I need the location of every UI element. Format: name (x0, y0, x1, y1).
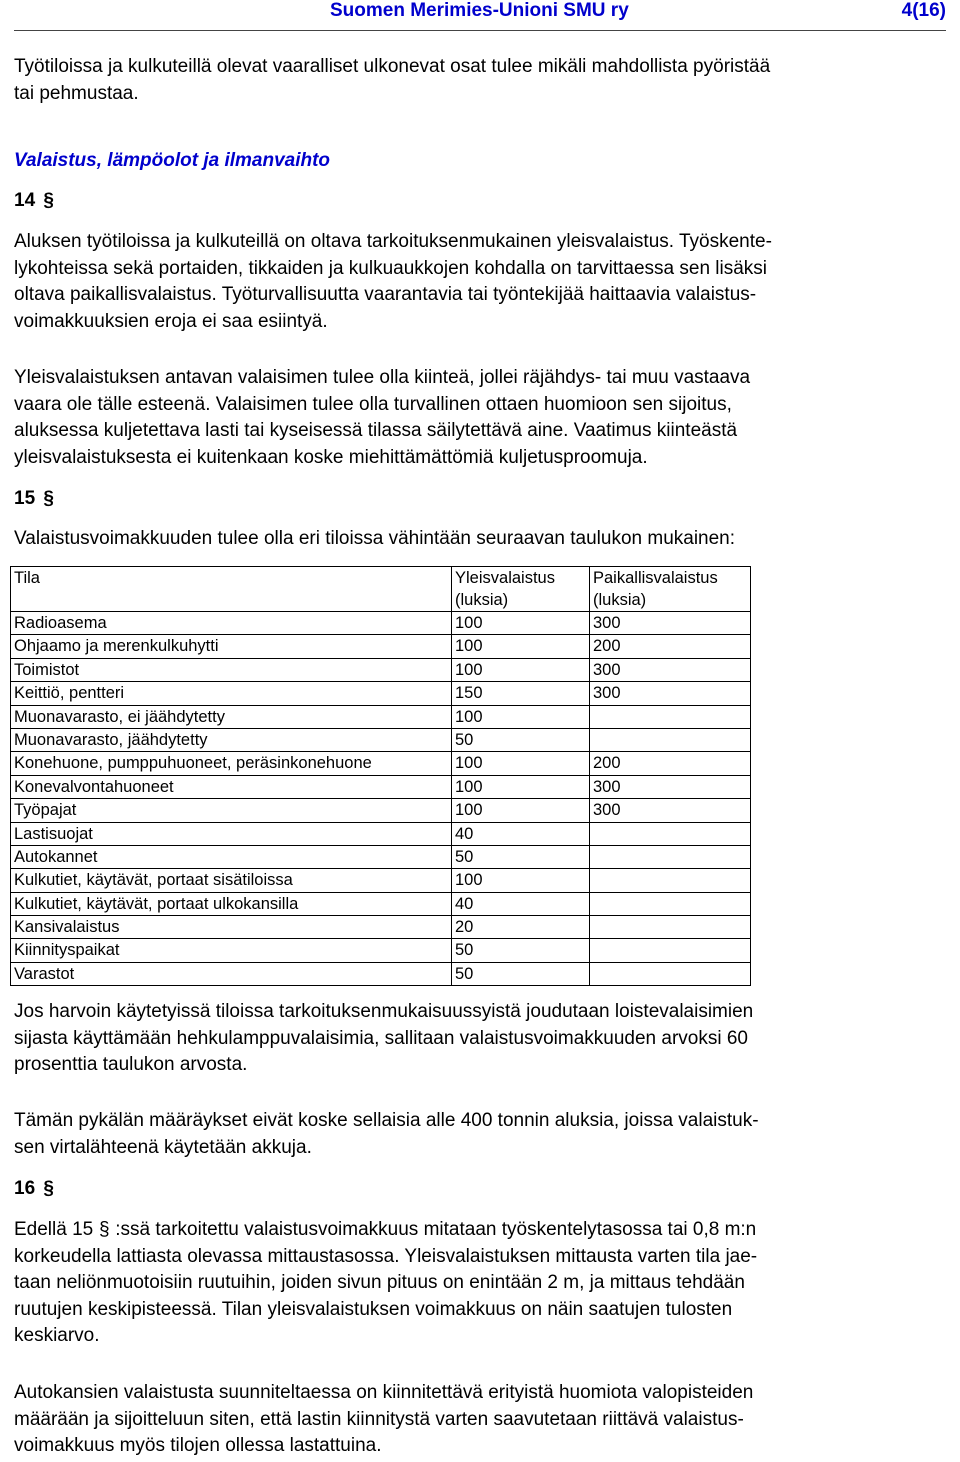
cell-space: Muonavarasto, ei jäähdytetty (11, 705, 452, 728)
table-row (11, 822, 751, 845)
text-line: Työtiloissa ja kulkuteillä olevat vaaralliset ulkonevat osat tulee mikäli mahdollista pyöristää (14, 56, 771, 77)
table-row (11, 892, 751, 915)
cell-space: Kulkutiet, käytävät, portaat sisätiloissa (11, 869, 452, 892)
paragraph-15-note-b (14, 1108, 939, 1161)
paragraph-14-text (14, 229, 939, 335)
cell-space: Työpajat (11, 799, 452, 822)
text-line: keskiarvo. (14, 1325, 100, 1347)
cell-local-lux (590, 822, 751, 845)
cell-local-lux (590, 892, 751, 915)
table-row (11, 962, 751, 985)
intro-paragraph (14, 54, 939, 107)
cell-general-lux: 40 (452, 892, 590, 915)
cell-space: Keittiö, pentteri (11, 682, 452, 705)
text-line: yleisvalaistuksesta ei kuitenkaan koske miehittämättömiä kuljetusproomuja. (14, 446, 648, 468)
text-line: Jos harvoin käytetyissä tiloissa tarkoituksenmukaisuussyistä joudutaan loistevalaisimien (14, 1001, 754, 1022)
cell-space: Lastisuojat (11, 822, 452, 845)
cell-space: Autokannet (11, 845, 452, 868)
text-line: tai pehmustaa. (14, 82, 139, 104)
cell-general-lux: 20 (452, 916, 590, 939)
cell-local-lux (590, 728, 751, 751)
paragraph-15-note-a (14, 999, 939, 1079)
cell-space: Toimistot (11, 658, 452, 681)
cell-local-lux (590, 939, 751, 962)
paragraph-number: 15 (14, 488, 36, 509)
section-symbol: § (43, 488, 54, 509)
section-symbol: § (98, 1219, 110, 1240)
table-body (11, 612, 751, 986)
paragraph-number: 16 (14, 1178, 36, 1199)
table-row (11, 705, 751, 728)
cell-local-lux: 300 (590, 775, 751, 798)
header-general-lighting: Yleisvalaistus (luksia) (452, 567, 590, 612)
cell-local-lux: 300 (590, 612, 751, 635)
cell-general-lux: 150 (452, 682, 590, 705)
cell-general-lux: 100 (452, 799, 590, 822)
header-divider (14, 30, 946, 31)
table-row (11, 869, 751, 892)
cell-general-lux: 100 (452, 869, 590, 892)
text-line: vaara ole tälle esteenä. Valaisimen tulee olla turvallinen ottaen huomioon sen sijoitus, (14, 393, 732, 415)
paragraph-16-second (14, 1380, 939, 1460)
paragraph-number-16 (14, 1178, 54, 1200)
table-row (11, 612, 751, 635)
cell-general-lux: 50 (452, 962, 590, 985)
text-line: aluksessa kuljetettava lasti tai kyseisessä tilassa säilytettävä aine. Vaatimus kiinteästä (14, 420, 738, 442)
section-symbol: § (43, 1178, 54, 1199)
cell-space: Ohjaamo ja merenkulkuhytti (11, 635, 452, 658)
cell-space: Muonavarasto, jäähdytetty (11, 728, 452, 751)
cell-local-lux (590, 916, 751, 939)
text-line: Autokansien valaistusta suunniteltaessa on kiinnitettävä erityistä huomiota valopisteiden (14, 1382, 754, 1403)
cell-general-lux: 50 (452, 939, 590, 962)
cell-local-lux: 300 (590, 658, 751, 681)
paragraph-number-14 (14, 190, 54, 212)
paragraph-16-text (14, 1217, 939, 1350)
table-intro: Valaistusvoimakkuuden tulee olla eri tiloissa vähintään seuraavan taulukon mukainen: (14, 528, 736, 549)
paragraph-14-second (14, 365, 939, 471)
table-row (11, 635, 751, 658)
text-line: Aluksen työtiloissa ja kulkuteillä on oltava tarkoituksenmukainen yleisvalaistus. Työskente- (14, 231, 772, 252)
text-line: ruutujen keskipisteessä. Tilan yleisvalaistuksen voimakkuus on näin saatujen tulosten (14, 1298, 733, 1320)
section-symbol: § (43, 190, 54, 211)
cell-space: Konevalvontahuoneet (11, 775, 452, 798)
text-line: sen virtalähteenä käytetään akkuja. (14, 1136, 312, 1158)
illuminance-table (10, 566, 751, 986)
organization-name: Suomen Merimies-Unioni SMU ry (330, 0, 629, 21)
cell-general-lux: 100 (452, 775, 590, 798)
cell-general-lux: 100 (452, 635, 590, 658)
table-row (11, 916, 751, 939)
page-number: 4(16) (901, 0, 946, 21)
cell-general-lux: 50 (452, 728, 590, 751)
cell-local-lux: 200 (590, 752, 751, 775)
cell-general-lux: 50 (452, 845, 590, 868)
cell-general-lux: 40 (452, 822, 590, 845)
cell-local-lux: 300 (590, 799, 751, 822)
table-row (11, 752, 751, 775)
table-header-row (11, 567, 751, 612)
page-header (0, 0, 960, 26)
table-row (11, 728, 751, 751)
text-line: taan neliönmuotoisiin ruutuihin, joiden sivun pituus on enintään 2 m, ja mittaus tehdään (14, 1272, 745, 1294)
text-line: Tämän pykälän määräykset eivät koske sellaisia alle 400 tonnin aluksia, joissa valaistuk- (14, 1110, 759, 1131)
cell-local-lux: 300 (590, 682, 751, 705)
header-local-lighting: Paikallisvalaistus (luksia) (590, 567, 751, 612)
cell-space: Konehuone, pumppuhuoneet, peräsinkonehuone (11, 752, 452, 775)
cell-space: Kansivalaistus (11, 916, 452, 939)
cell-local-lux (590, 845, 751, 868)
text-line: määrään ja sijoitteluun siten, että lastin kiinnitystä varten saavutetaan riittävä valaistus- (14, 1408, 744, 1430)
cell-general-lux: 100 (452, 752, 590, 775)
text-line: Yleisvalaistuksen antavan valaisimen tulee olla kiinteä, jollei räjähdys- tai muu vastaava (14, 367, 751, 388)
cell-general-lux: 100 (452, 658, 590, 681)
text-line: lykohteissa sekä portaiden, tikkaiden ja kulkuaukkojen kohdalla on tarvittaessa sen lisäksi (14, 257, 768, 279)
text-line: prosenttia taulukon arvosta. (14, 1054, 248, 1076)
cell-local-lux (590, 705, 751, 728)
cell-local-lux (590, 962, 751, 985)
text-line: oltava paikallisvalaistus. Työturvallisuutta vaarantavia tai työntekijää haittaavia valaistus- (14, 284, 757, 306)
table-row (11, 939, 751, 962)
cell-space: Varastot (11, 962, 452, 985)
paragraph-number: 14 (14, 190, 36, 211)
cell-space: Kiinnityspaikat (11, 939, 452, 962)
table-row (11, 658, 751, 681)
cell-general-lux: 100 (452, 612, 590, 635)
cell-local-lux: 200 (590, 635, 751, 658)
cell-general-lux: 100 (452, 705, 590, 728)
table-row (11, 799, 751, 822)
table-row (11, 845, 751, 868)
text-line: voimakkuuksien eroja ei saa esiintyä. (14, 310, 328, 332)
cell-local-lux (590, 869, 751, 892)
header-space: Tila (11, 567, 452, 612)
cell-space: Kulkutiet, käytävät, portaat ulkokansilla (11, 892, 452, 915)
section-heading: Valaistus, lämpöolot ja ilmanvaihto (14, 150, 331, 171)
text-line: sijasta käyttämään hehkulamppuvalaisimia, sallitaan valaistusvoimakkuuden arvoksi 60 (14, 1027, 748, 1049)
text-line: Edellä 15 § :ssä tarkoitettu valaistusvoimakkuus mitataan työskentelytasossa tai 0,8 m:n (14, 1217, 939, 1244)
cell-space: Radioasema (11, 612, 452, 635)
text-line: voimakkuus myös tilojen ollessa lastattuina. (14, 1435, 382, 1457)
table-row (11, 682, 751, 705)
paragraph-number-15 (14, 488, 54, 510)
table-row (11, 775, 751, 798)
text-line: korkeudella lattiasta olevassa mittaustasossa. Yleisvalaistuksen mittausta varten tila jae- (14, 1245, 758, 1267)
